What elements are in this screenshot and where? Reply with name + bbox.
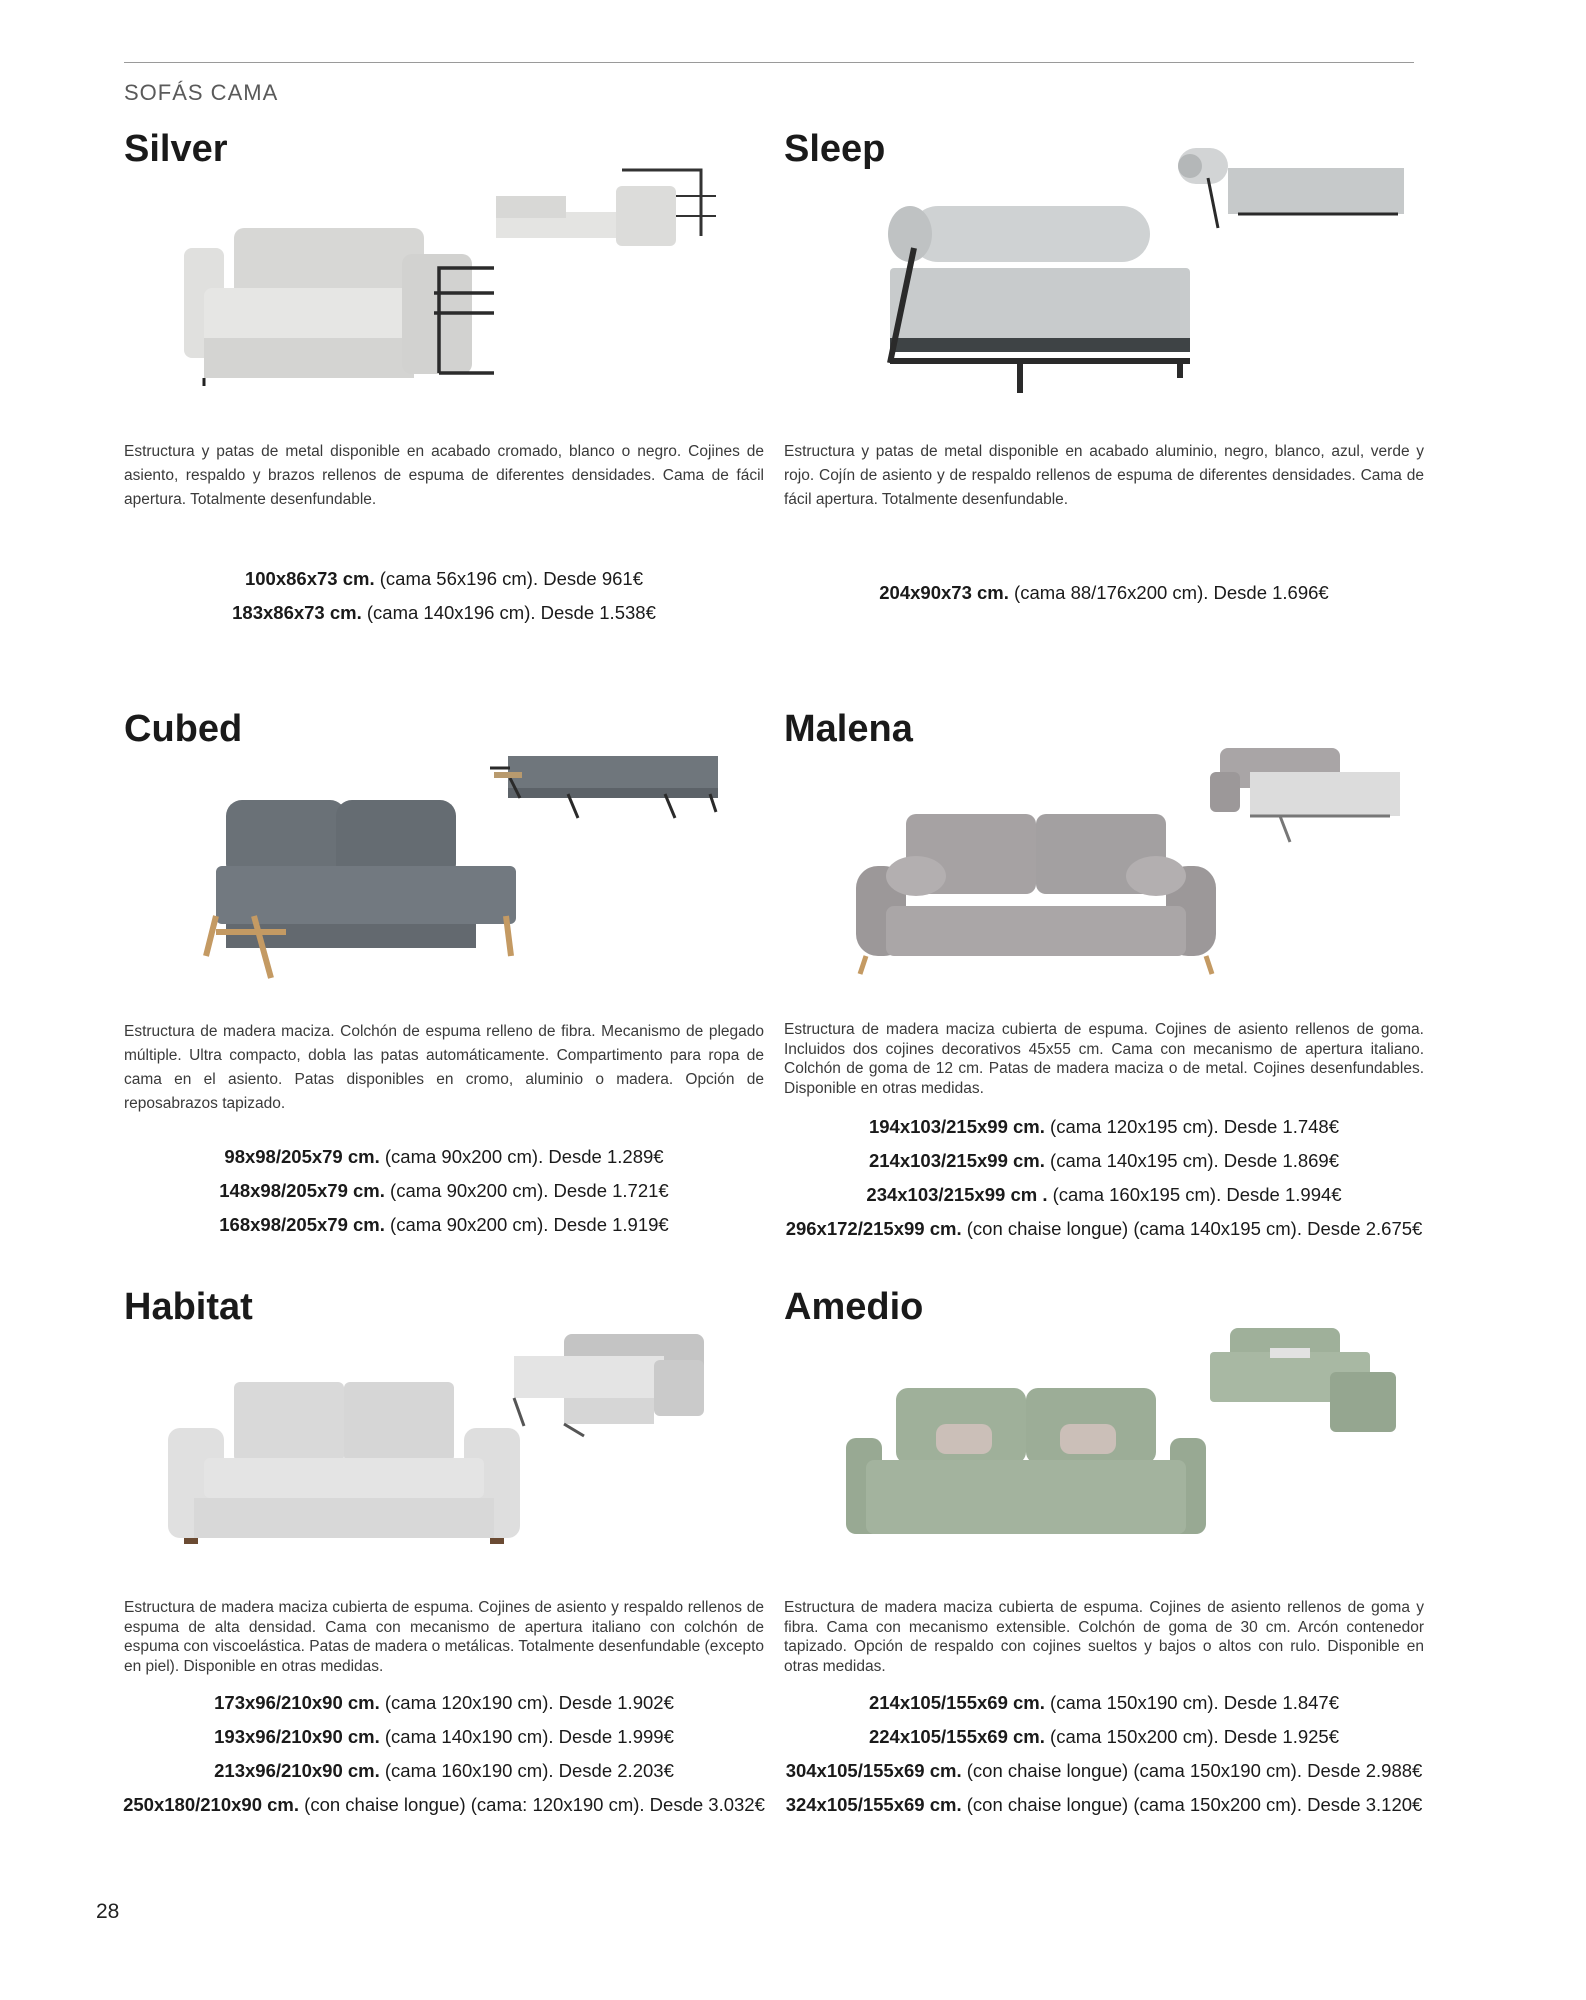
- product-description: Estructura de madera maciza cubierta de espuma. Cojines de asiento y respaldo rellenos de espuma de alta densidad. Cama con mecanismo de apertura italiano con colchón de espuma con viscoelástica. Patas de madera o metálicas. Totalmente desenfundable (excepto en piel). Disponible en otras medidas.: [124, 1599, 764, 1675]
- price-row: [114, 562, 774, 596]
- price-row: [774, 1110, 1434, 1144]
- price-size: 98x98/205x79 cm.: [224, 1146, 380, 1167]
- price-row: [774, 1212, 1434, 1246]
- price-list: [114, 1140, 774, 1242]
- price-size: 224x105/155x69 cm.: [868, 1726, 1045, 1747]
- top-rule: [124, 62, 1414, 63]
- product-title: Amedio: [784, 1286, 924, 1328]
- sofa-image: [846, 806, 1226, 976]
- price-detail: (cama 140x190 cm). Desde 1.999€: [379, 1726, 674, 1747]
- price-row: [114, 1140, 774, 1174]
- sofa-image: [196, 796, 536, 986]
- product-title: Sleep: [784, 128, 886, 170]
- price-size: 250x180/210x90 cm.: [123, 1794, 300, 1815]
- product-title: Silver: [124, 128, 228, 170]
- price-row: [114, 1720, 774, 1754]
- price-row: [774, 1178, 1434, 1212]
- price-detail: (cama 150x200 cm). Desde 1.925€: [1044, 1726, 1340, 1747]
- price-size: 193x96/210x90 cm.: [214, 1726, 380, 1747]
- price-size: 213x96/210x90 cm.: [214, 1760, 380, 1781]
- price-list: [774, 1110, 1434, 1246]
- price-detail: (cama 90x200 cm). Desde 1.919€: [384, 1214, 669, 1235]
- price-detail: (cama 90x200 cm). Desde 1.289€: [379, 1146, 664, 1167]
- price-detail: (con chaise longue) (cama: 120x190 cm). Desde 3.032€: [299, 1794, 765, 1815]
- price-row: [774, 1788, 1434, 1822]
- price-list: [114, 1686, 774, 1822]
- price-size: 234x103/215x99 cm .: [866, 1184, 1048, 1205]
- price-size: 173x96/210x90 cm.: [214, 1692, 380, 1713]
- sofa-image: [164, 1382, 524, 1552]
- price-size: 148x98/205x79 cm.: [219, 1180, 385, 1201]
- sofa-image: [174, 218, 504, 388]
- product-title: Malena: [784, 708, 913, 750]
- price-size: 214x103/215x99 cm.: [868, 1150, 1045, 1171]
- product-description: Estructura de madera maciza cubierta de espuma. Cojines de asiento rellenos de goma. Incluidos dos cojines decorativos 45x55 cm. Cama con mecanismo de apertura italiano. Colchón de goma de 12 cm. Patas de madera maciza o de metal. Cojines desenfundables. Disponible en otras medidas.: [784, 1021, 1424, 1097]
- price-row: [114, 1754, 774, 1788]
- price-detail: (cama 140x196 cm). Desde 1.538€: [361, 602, 656, 623]
- product-description: Estructura de madera maciza cubierta de espuma. Cojines de asiento rellenos de goma y fibra. Cama con mecanismo extensible. Colchón de goma de 30 cm. Arcón contenedor tapizado. Opción de respaldo con cojines sueltos y bajos o altos con rulo. Disponible en otras medidas.: [784, 1599, 1424, 1675]
- price-size: 324x105/155x69 cm.: [785, 1794, 962, 1815]
- price-list: [114, 562, 774, 630]
- price-size: 296x172/215x99 cm.: [785, 1218, 962, 1239]
- price-detail: (con chaise longue) (cama 150x190 cm). Desde 2.988€: [961, 1760, 1423, 1781]
- product-description: Estructura y patas de metal disponible en acabado aluminio, negro, blanco, azul, verde y rojo. Cojín de asiento y de respaldo rellenos de espuma de diferentes densidades. Cama de fácil apertura. Totalmente desenfundable.: [784, 443, 1424, 508]
- price-size: 204x90x73 cm.: [879, 582, 1009, 603]
- price-detail: (con chaise longue) (cama 140x195 cm). Desde 2.675€: [961, 1218, 1423, 1239]
- price-detail: (cama 56x196 cm). Desde 961€: [374, 568, 643, 589]
- price-detail: (cama 120x195 cm). Desde 1.748€: [1044, 1116, 1340, 1137]
- sofa-image: [836, 1388, 1216, 1548]
- price-detail: (cama 120x190 cm). Desde 1.902€: [379, 1692, 674, 1713]
- price-list: [774, 1686, 1434, 1822]
- price-row: [774, 1686, 1434, 1720]
- sofa-bed-open-image: [504, 1326, 734, 1446]
- product-title: Habitat: [124, 1286, 253, 1328]
- price-row: [114, 1788, 774, 1822]
- sofa-bed-open-image: [496, 156, 726, 266]
- sofa-bed-open-image: [1178, 138, 1408, 248]
- price-detail: (cama 140x195 cm). Desde 1.869€: [1044, 1150, 1340, 1171]
- sofa-bed-open-image: [1210, 1322, 1410, 1452]
- price-size: 304x105/155x69 cm.: [785, 1760, 962, 1781]
- price-size: 183x86x73 cm.: [232, 602, 362, 623]
- price-row: [774, 1144, 1434, 1178]
- price-detail: (cama 90x200 cm). Desde 1.721€: [384, 1180, 669, 1201]
- price-detail: (cama 150x190 cm). Desde 1.847€: [1044, 1692, 1340, 1713]
- page-number: 28: [96, 1900, 120, 1923]
- section-label: SOFÁS CAMA: [124, 80, 279, 105]
- price-row: [114, 1686, 774, 1720]
- price-row: [114, 1174, 774, 1208]
- sofa-bed-open-image: [1210, 742, 1410, 852]
- product-description: Estructura de madera maciza. Colchón de espuma relleno de fibra. Mecanismo de plegado múltiple. Ultra compacto, dobla las patas automáticamente. Compartimento para ropa de cama en el asiento. Patas disponibles en cromo, aluminio o madera. Opción de reposabrazos tapizado.: [124, 1023, 764, 1112]
- price-detail: (con chaise longue) (cama 150x200 cm). Desde 3.120€: [961, 1794, 1423, 1815]
- price-row: [774, 1720, 1434, 1754]
- price-size: 100x86x73 cm.: [244, 568, 375, 589]
- product-title: Cubed: [124, 708, 243, 750]
- price-row: [114, 1208, 774, 1242]
- price-detail: (cama 160x190 cm). Desde 2.203€: [379, 1760, 674, 1781]
- sofa-image: [870, 188, 1210, 398]
- price-detail: (cama 88/176x200 cm). Desde 1.696€: [1008, 582, 1329, 603]
- price-row: [774, 1754, 1434, 1788]
- price-size: 194x103/215x99 cm.: [868, 1116, 1045, 1137]
- product-description: Estructura y patas de metal disponible en acabado cromado, blanco o negro. Cojines de asiento, respaldo y brazos rellenos de espuma de diferentes densidades. Cama de fácil apertura. Totalmente desenfundable.: [124, 443, 764, 508]
- price-size: 168x98/205x79 cm.: [219, 1214, 385, 1235]
- price-row: [114, 596, 774, 630]
- price-detail: (cama 160x195 cm). Desde 1.994€: [1047, 1184, 1342, 1205]
- price-size: 214x105/155x69 cm.: [868, 1692, 1045, 1713]
- price-list: [774, 576, 1434, 610]
- price-row: [774, 576, 1434, 610]
